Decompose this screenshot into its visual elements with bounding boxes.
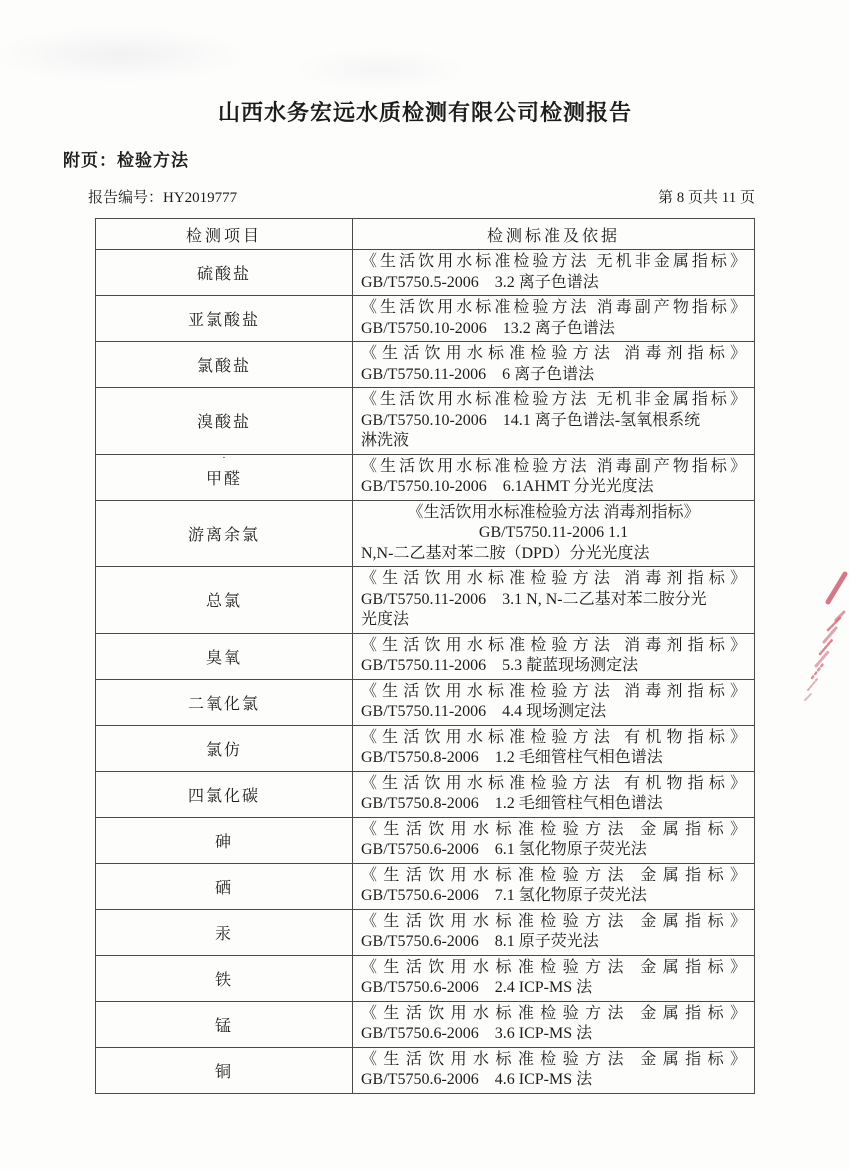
methods-table-body [96,250,755,1094]
standard-cell [353,817,755,863]
standard-line: GB/T5750.10-2006 6.1AHMT 分光光度法 [361,478,654,495]
standard-line: GB/T5750.8-2006 1.2 毛细管柱气相色谱法 [361,749,663,766]
test-item-label: 亚氯酸盐 [187,312,260,329]
standard-line: GB/T5750.6-2006 3.6 ICP-MS 法 [361,1025,593,1042]
standard-cell [353,909,755,955]
standard-line: 《生活饮用水标准检验方法 消毒剂指标》 [361,345,746,362]
test-item-cell [96,1001,353,1047]
test-item-label: 臭氧 [205,649,242,667]
standard-line: GB/T5750.8-2006 1.2 毛细管柱气相色谱法 [361,795,663,812]
standard-cell [353,725,755,771]
standard-line: GB/T5750.10-2006 14.1 离子色谱法-氢氧根系统 [361,411,701,429]
table-row [96,454,755,500]
test-item-label: 硫酸盐 [196,266,251,283]
standard-line: 《生活饮用水标准检验方法 金属指标》 [361,912,746,930]
page-title: 山西水务宏远水质检测有限公司检测报告 [217,100,632,125]
standard-line: GB/T5750.10-2006 13.2 离子色谱法 [361,319,615,337]
standard-line: GB/T5750.6-2006 6.1 氢化物原子荧光法 [361,841,647,858]
standard-cell [353,388,755,455]
standard-line: 《生活饮用水标准检验方法 无机非金属指标》 [361,253,746,270]
standard-line: 《生活饮用水标准检验方法 消毒副产物指标》 [361,299,746,316]
test-item-cell [96,633,353,679]
standard-line: 《生活饮用水标准检验方法 有机物指标》 [361,728,746,746]
standard-cell [353,500,755,567]
test-item-label: 甲醛 [205,470,242,488]
test-item-label: 氯仿 [205,741,242,759]
standard-line: GB/T5750.6-2006 4.6 ICP-MS 法 [361,1071,593,1088]
test-item-cell [96,250,353,296]
standard-line: GB/T5750.11-2006 5.3 靛蓝现场测定法 [361,657,639,674]
test-item-cell [96,817,353,863]
table-row [96,250,755,296]
standard-cell [353,454,755,500]
standard-line: GB/T5750.6-2006 7.1 氢化物原子荧光法 [361,887,647,904]
table-row [96,1001,755,1047]
standard-cell [353,955,755,1001]
test-item-cell [96,342,353,388]
table-row [96,679,755,725]
standard-line: 《生活饮用水标准检验方法 消毒剂指标》 [407,503,700,521]
standard-cell [353,250,755,296]
standard-line: GB/T5750.6-2006 8.1 原子荧光法 [361,933,599,950]
table-row [96,955,755,1001]
standard-line: 《生活饮用水标准检验方法 金属指标》 [361,820,746,838]
table-row [96,725,755,771]
test-item-label: 汞 [214,925,233,943]
standard-line: GB/T5750.11-2006 3.1 N, N-二乙基对苯二胺分光 [361,590,707,608]
report-number: 报告编号：HY2019777 [88,190,238,206]
red-seal-fragment [798,558,850,710]
test-item-cell [96,679,353,725]
standard-line: 《生活饮用水标准检验方法 金属指标》 [361,1050,746,1068]
standard-line: 《生活饮用水标准检验方法 消毒副产物指标》 [361,457,746,475]
methods-table [95,218,755,1094]
test-item-cell [96,771,353,817]
test-item-cell [96,451,353,500]
standard-line: 《生活饮用水标准检验方法 无机非金属指标》 [361,391,746,408]
test-item-label: 铜 [214,1063,233,1081]
test-item-cell [96,1047,353,1093]
table-row [96,771,755,817]
scan-dot-artifact: · [222,451,226,464]
standard-cell [353,1047,755,1093]
standard-cell [353,771,755,817]
standard-line: 《生活饮用水标准检验方法 消毒剂指标》 [361,570,746,587]
table-row [96,633,755,679]
standard-line: N,N-二乙基对苯二胺（DPD）分光光度法 [361,544,650,562]
standard-line: GB/T5750.6-2006 2.4 ICP-MS 法 [361,979,593,996]
standard-line: 《生活饮用水标准检验方法 有机物指标》 [361,774,746,792]
test-item-label: 游离余氯 [187,526,260,544]
test-item-label: 四氯化碳 [187,787,260,805]
standard-line: 光度法 [361,611,410,628]
table-row [96,567,755,634]
standard-line: 《生活饮用水标准检验方法 金属指标》 [361,958,746,976]
standard-cell [353,342,755,388]
test-item-cell [96,296,353,342]
test-item-label: 总氯 [205,593,242,611]
standard-line: GB/T5750.11-2006 1.1 [478,524,629,541]
test-item-label: 砷 [214,833,233,851]
standard-cell [353,567,755,634]
table-row [96,863,755,909]
test-item-cell [96,500,353,567]
test-item-label: 锰 [214,1017,233,1035]
column-header-standard: 检测标准及依据 [353,219,755,250]
standard-cell [353,863,755,909]
table-row [96,817,755,863]
test-item-cell [96,725,353,771]
test-item-cell [96,909,353,955]
table-row [96,1047,755,1093]
meta-row [88,186,755,207]
attachment-subtitle: 附页：检验方法 [63,151,189,170]
standard-line: 《生活饮用水标准检验方法 消毒剂指标》 [361,682,746,700]
standard-line: 《生活饮用水标准检验方法 消毒剂指标》 [361,636,746,654]
test-item-label: 铁 [214,971,233,989]
test-item-label: 二氧化氯 [187,695,260,713]
test-item-label: 硒 [214,879,233,897]
table-row [96,388,755,455]
table-header-row [96,219,755,250]
standard-cell [353,633,755,679]
test-item-cell [96,955,353,1001]
test-item-cell [96,567,353,634]
standard-line: GB/T5750.11-2006 6 离子色谱法 [361,365,595,383]
column-header-test-item: 检测项目 [96,219,353,250]
standard-line: 淋洗液 [361,432,410,449]
table-row [96,500,755,567]
standard-cell [353,1001,755,1047]
standard-line: 《生活饮用水标准检验方法 金属指标》 [361,866,746,884]
table-row [96,909,755,955]
test-item-cell [96,388,353,455]
test-item-cell [96,863,353,909]
standard-line: GB/T5750.5-2006 3.2 离子色谱法 [361,273,599,291]
test-item-label: 溴酸盐 [196,414,251,432]
standard-cell [353,296,755,342]
standard-line: 《生活饮用水标准检验方法 金属指标》 [361,1004,746,1022]
page-indicator: 第 8 页共 11 页 [658,190,755,206]
table-row [96,296,755,342]
test-item-label: 氯酸盐 [196,358,251,375]
standard-line: GB/T5750.11-2006 4.4 现场测定法 [361,703,607,720]
standard-cell [353,679,755,725]
table-row [96,342,755,388]
